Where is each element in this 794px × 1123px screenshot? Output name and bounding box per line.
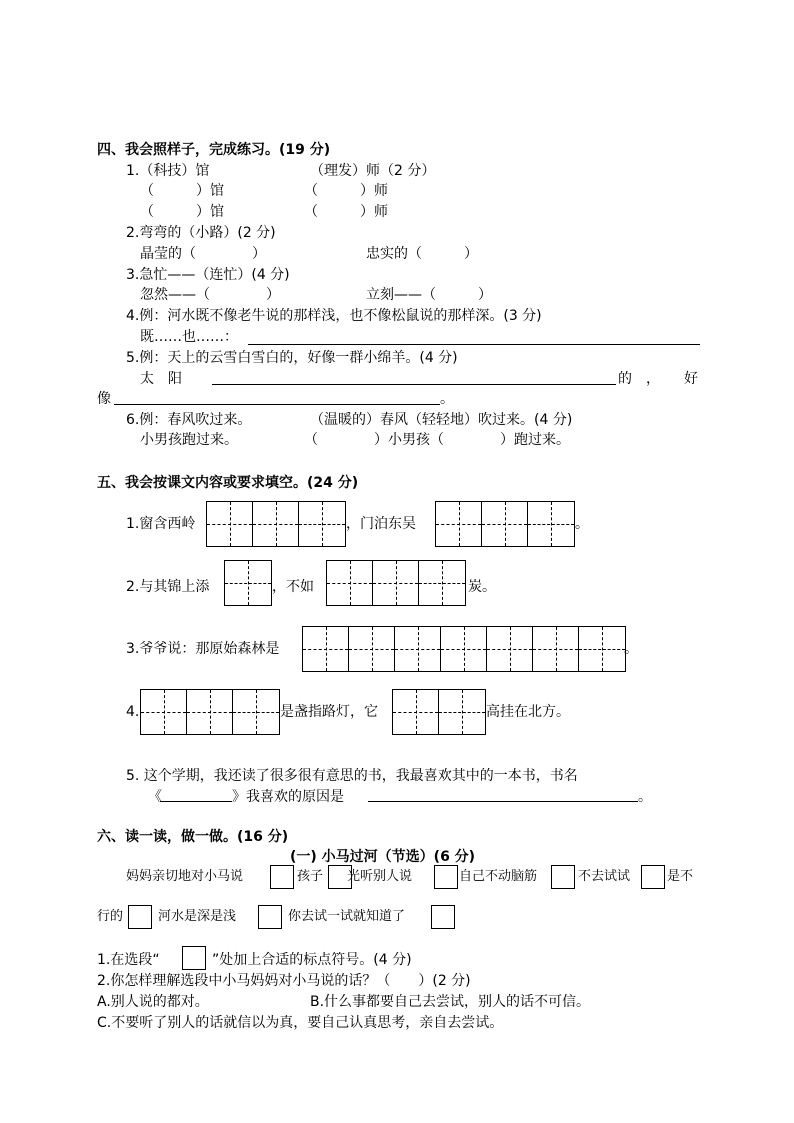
fill-1-prefix: 1.窗含西岭 bbox=[126, 516, 196, 532]
fill-5-book-title-line[interactable] bbox=[160, 801, 232, 802]
grid-cell[interactable] bbox=[395, 627, 441, 671]
grid-cell[interactable] bbox=[528, 502, 574, 546]
q1-example-2: （理发）师（2 分） bbox=[310, 163, 436, 179]
fill-2-grid-a[interactable] bbox=[224, 560, 272, 606]
punct-box[interactable] bbox=[641, 865, 665, 889]
fill-3-grid[interactable] bbox=[302, 626, 626, 672]
fill-3-end: 。 bbox=[624, 641, 638, 657]
q3-example: 3.急忙——（连忙）(4 分) bbox=[126, 267, 290, 283]
q6-prompt: 小男孩跑过来。 bbox=[140, 432, 238, 448]
fill-5-line-1: 5. 这个学期，我还读了很多很有意思的书，我最喜欢其中的一本书，书名 bbox=[126, 768, 578, 784]
q5-taiyang: 太 阳 bbox=[140, 371, 182, 387]
q3-blank-a[interactable]: 忽然——（ ） bbox=[140, 287, 280, 303]
q5-de: 的 ， bbox=[618, 371, 660, 387]
q4-answer-line[interactable] bbox=[248, 344, 700, 345]
q2-blank-a[interactable]: 晶莹的（ ） bbox=[140, 246, 266, 262]
punct-box[interactable] bbox=[270, 865, 294, 889]
grid-cell[interactable] bbox=[233, 690, 279, 734]
grid-cell[interactable] bbox=[303, 627, 349, 671]
q1-example-1: 1.（科技）馆 bbox=[126, 163, 210, 179]
grid-cell[interactable] bbox=[441, 627, 487, 671]
q5-answer-line-1[interactable] bbox=[212, 384, 616, 385]
fill-5-book-open: 《 bbox=[148, 789, 162, 805]
fill-4-end: 高挂在北方。 bbox=[486, 704, 570, 720]
q3-blank-b[interactable]: 立刻——（ ） bbox=[366, 287, 492, 303]
q1-blank-b1[interactable]: （ ）师 bbox=[304, 183, 388, 199]
q6-blanks[interactable]: （ ）小男孩（ ）跑过来。 bbox=[304, 432, 570, 448]
q2-blank-b[interactable]: 忠实的（ ） bbox=[366, 246, 478, 262]
fill-1-middle: ，门泊东吴 bbox=[346, 516, 416, 532]
grid-cell[interactable] bbox=[419, 561, 465, 605]
fill-2-middle: ，不如 bbox=[272, 579, 314, 595]
passage-seg-8: 河水是深是浅 bbox=[158, 909, 237, 924]
fill-2-prefix: 2.与其锦上添 bbox=[126, 579, 210, 595]
grid-cell[interactable] bbox=[436, 502, 482, 546]
passage-seg-5: 不去试试 bbox=[578, 869, 631, 884]
q5-example: 5.例：天上的云雪白雪白的，好像一群小绵羊。(4 分) bbox=[126, 350, 458, 366]
q4-prompt: 既……也……： bbox=[140, 329, 238, 345]
passage-seg-4: 自己不动脑筋 bbox=[459, 869, 538, 884]
fill-1-grid-b[interactable] bbox=[435, 501, 575, 547]
grid-cell[interactable] bbox=[579, 627, 625, 671]
grid-cell[interactable] bbox=[487, 627, 533, 671]
passage-seg-7: 行的 bbox=[97, 909, 124, 924]
punct-box[interactable] bbox=[434, 865, 458, 889]
q6-1-prefix: 1.在选段“ bbox=[97, 952, 160, 968]
grid-cell[interactable] bbox=[482, 502, 528, 546]
punct-box[interactable] bbox=[128, 905, 152, 929]
punct-box-sample bbox=[182, 946, 206, 970]
section-5-title: 五、我会按课文内容或要求填空。(24 分) bbox=[97, 475, 359, 491]
grid-cell[interactable] bbox=[225, 561, 271, 605]
punct-box[interactable] bbox=[431, 905, 455, 929]
option-c[interactable]: C.不要听了别人的话就信以为真，要自己认真思考，亲自去尝试。 bbox=[97, 1015, 504, 1031]
fill-3-prefix: 3.爷爷说：那原始森林是 bbox=[126, 641, 280, 657]
option-b[interactable]: B.什么事都要自己去尝试，别人的话不可信。 bbox=[310, 994, 591, 1010]
section-6-title: 六、读一读，做一做。(16 分) bbox=[97, 829, 289, 845]
passage-seg-1: 妈妈亲切地对小马说 bbox=[126, 869, 244, 884]
q5-answer-line-2[interactable] bbox=[114, 404, 440, 405]
passage-seg-9: 你去试一试就知道了 bbox=[288, 909, 406, 924]
fill-5-reason-line[interactable] bbox=[368, 801, 638, 802]
passage-seg-6: 是不 bbox=[667, 869, 694, 884]
punct-box[interactable] bbox=[258, 905, 282, 929]
passage-seg-3: 光听别人说 bbox=[347, 869, 413, 884]
q5-hao: 好 bbox=[684, 371, 698, 387]
fill-4-prefix: 4. bbox=[126, 704, 140, 720]
grid-cell[interactable] bbox=[207, 502, 253, 546]
q6-2: 2.你怎样理解选段中小马妈妈对小马说的话？（ ）(2 分) bbox=[97, 973, 471, 989]
grid-cell[interactable] bbox=[327, 561, 373, 605]
option-a[interactable]: A.别人说的都对。 bbox=[97, 994, 209, 1010]
passage-seg-2: 孩子 bbox=[297, 869, 324, 884]
fill-1-end: 。 bbox=[575, 516, 589, 532]
punct-box[interactable] bbox=[551, 865, 575, 889]
grid-cell[interactable] bbox=[439, 690, 485, 734]
grid-cell[interactable] bbox=[533, 627, 579, 671]
q2-example: 2.弯弯的（小路）(2 分) bbox=[126, 225, 276, 241]
fill-4-grid-b[interactable] bbox=[392, 689, 486, 735]
grid-cell[interactable] bbox=[141, 690, 187, 734]
q1-blank-b2[interactable]: （ ）师 bbox=[304, 204, 388, 220]
q4-example: 4.例：河水既不像老牛说的那样浅，也不像松鼠说的那样深。(3 分) bbox=[126, 308, 542, 324]
section-4-title: 四、我会照样子，完成练习。(19 分) bbox=[97, 142, 331, 158]
fill-5-end: 。 bbox=[638, 789, 652, 805]
grid-cell[interactable] bbox=[187, 690, 233, 734]
q6-example-1: 6.例：春风吹过来。 bbox=[126, 412, 252, 428]
q1-blank-a2[interactable]: （ ）馆 bbox=[140, 204, 224, 220]
grid-cell[interactable] bbox=[349, 627, 395, 671]
passage-title: (一) 小马过河（节选）(6 分) bbox=[290, 849, 476, 865]
q6-1-suffix: ”处加上合适的标点符号。(4 分) bbox=[212, 952, 412, 968]
fill-1-grid-a[interactable] bbox=[206, 501, 346, 547]
grid-cell[interactable] bbox=[253, 502, 299, 546]
fill-4-grid-a[interactable] bbox=[140, 689, 280, 735]
fill-4-middle: 是盏指路灯，它 bbox=[280, 704, 378, 720]
q1-blank-a1[interactable]: （ ）馆 bbox=[140, 183, 224, 199]
grid-cell[interactable] bbox=[373, 561, 419, 605]
grid-cell[interactable] bbox=[299, 502, 345, 546]
fill-2-grid-b[interactable] bbox=[326, 560, 466, 606]
fill-5-reason-label: 》我喜欢的原因是 bbox=[232, 789, 344, 805]
q5-xiang: 像 bbox=[97, 391, 111, 407]
q5-end: 。 bbox=[440, 391, 454, 407]
grid-cell[interactable] bbox=[393, 690, 439, 734]
q6-example-2: （温暖的）春风（轻轻地）吹过来。(4 分) bbox=[310, 412, 573, 428]
fill-2-end: 炭。 bbox=[468, 579, 496, 595]
